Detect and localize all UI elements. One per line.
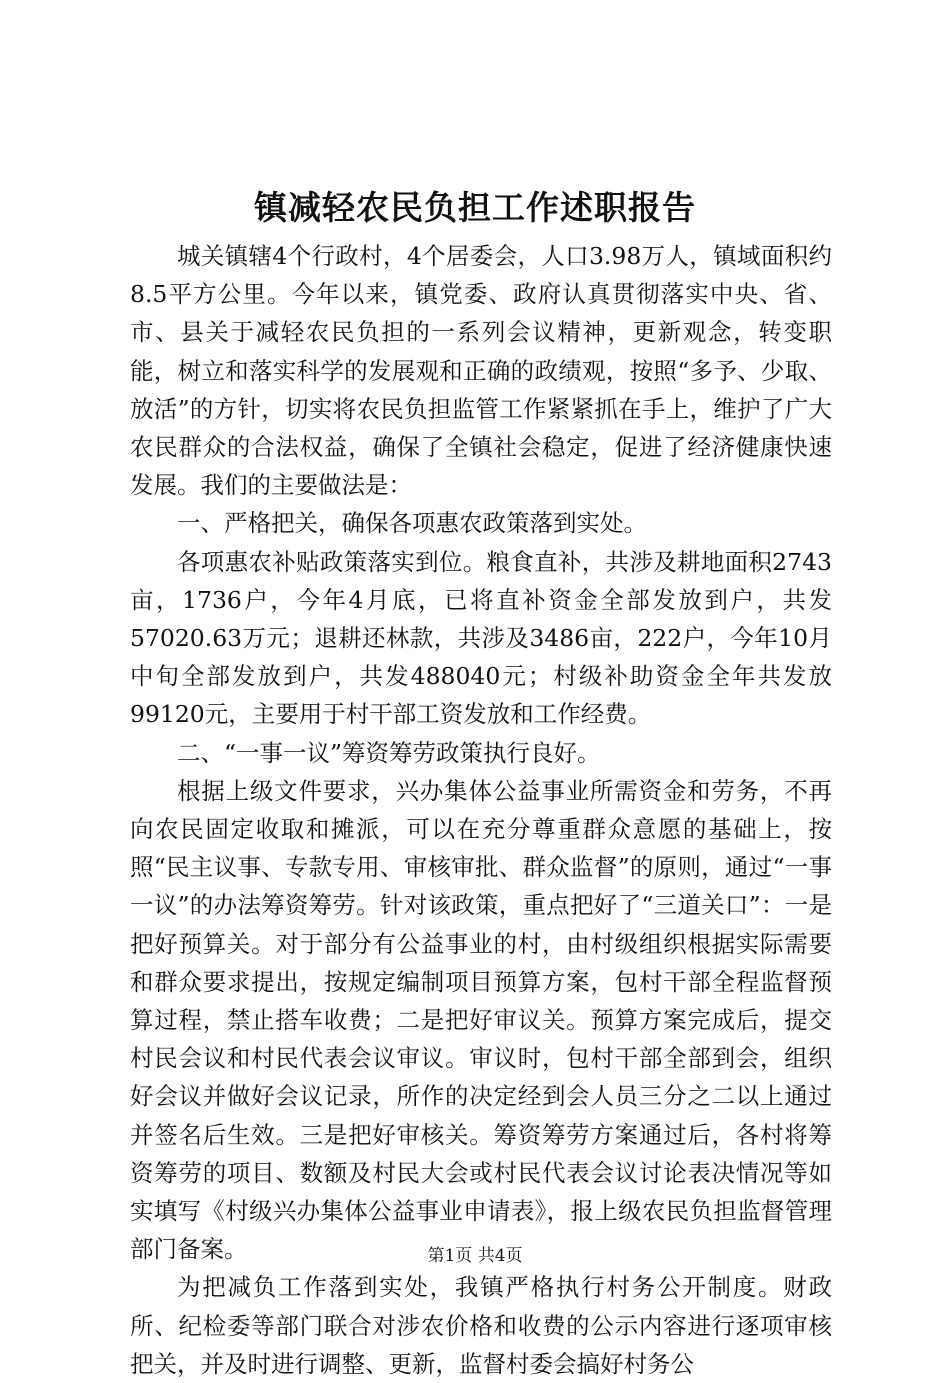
section-heading-2: 二、“一事一议”筹资筹劳政策执行良好。 bbox=[177, 738, 601, 767]
section-heading-1: 一、严格把关，确保各项惠农政策落到实处。 bbox=[177, 509, 647, 538]
paragraph-subsidies: 各项惠农补贴政策落实到位。粮食直补，共涉及耕地面积2743亩，1736户，今年4月底，已将直补资金全部发放到户，共发57020.63万元；退耕还林款，共涉及3486亩，222户，今年10月中旬全部发放到户，共发488040元；村级补助资金全年共发放99120元，主要用于村干部工资发放和工作经费。 bbox=[130, 547, 832, 729]
paragraph-one-matter-one-discussion: 根据上级文件要求，兴办集体公益事业所需资金和劳务，不再向农民固定收取和摊派，可以在充分尊重群众意愿的基础上，按照“民主议事、专款专用、审核审批、群众监督”的原则，通过“一事一议”的办法筹资筹劳。针对该政策，重点把好了“三道关口”：一是把好预算关。对于部分有公益事业的村，由村级组织根据实际需要和群众要求提出，按规定编制项目预算方案，包村干部全程监督预算过程，禁止搭车收费；二是把好审议关。预算方案完成后，提交村民会议和村民代表会议审议。审议时，包村干部全部到会，组织好会议并做好会议记录，所作的决定经到会人员三分之二以上通过并签名后生效。三是把好审核关。筹资筹劳方案通过后，各村将筹资筹劳的项目、数额及村民大会或村民代表会议讨论表决情况等如实填写《村级兴办集体公益事业申请表》，报上级农民负担监督管理部门备案。 bbox=[130, 776, 832, 1264]
page-footer: 第1页 共4页 bbox=[427, 1246, 523, 1266]
paragraph-village-affairs: 为把减负工作落到实处，我镇严格执行村务公开制度。财政所、纪检委等部门联合对涉农价格和收费的公示内容进行逐项审核把关，并及时进行调整、更新，监督村委会搞好村务公 bbox=[130, 1273, 832, 1378]
paragraph-intro: 城关镇辖4个行政村，4个居委会，人口3.98万人，镇域面积约8.5平方公里。今年以来，镇党委、政府认真贯彻落实中央、省、市、县关于减轻农民负担的一系列会议精神，更新观念，转变职能，树立和落实科学的发展观和正确的政绩观，按照“多予、少取、放活”的方针，切实将农民负担监管工作紧紧抓在手上，维护了广大农民群众的合法权益，确保了全镇社会稳定，促进了经济健康快速发展。我们的主要做法是： bbox=[130, 242, 832, 500]
document-body bbox=[130, 237, 832, 1383]
document-title: 镇减轻农民负担工作述职报告 bbox=[254, 188, 696, 227]
